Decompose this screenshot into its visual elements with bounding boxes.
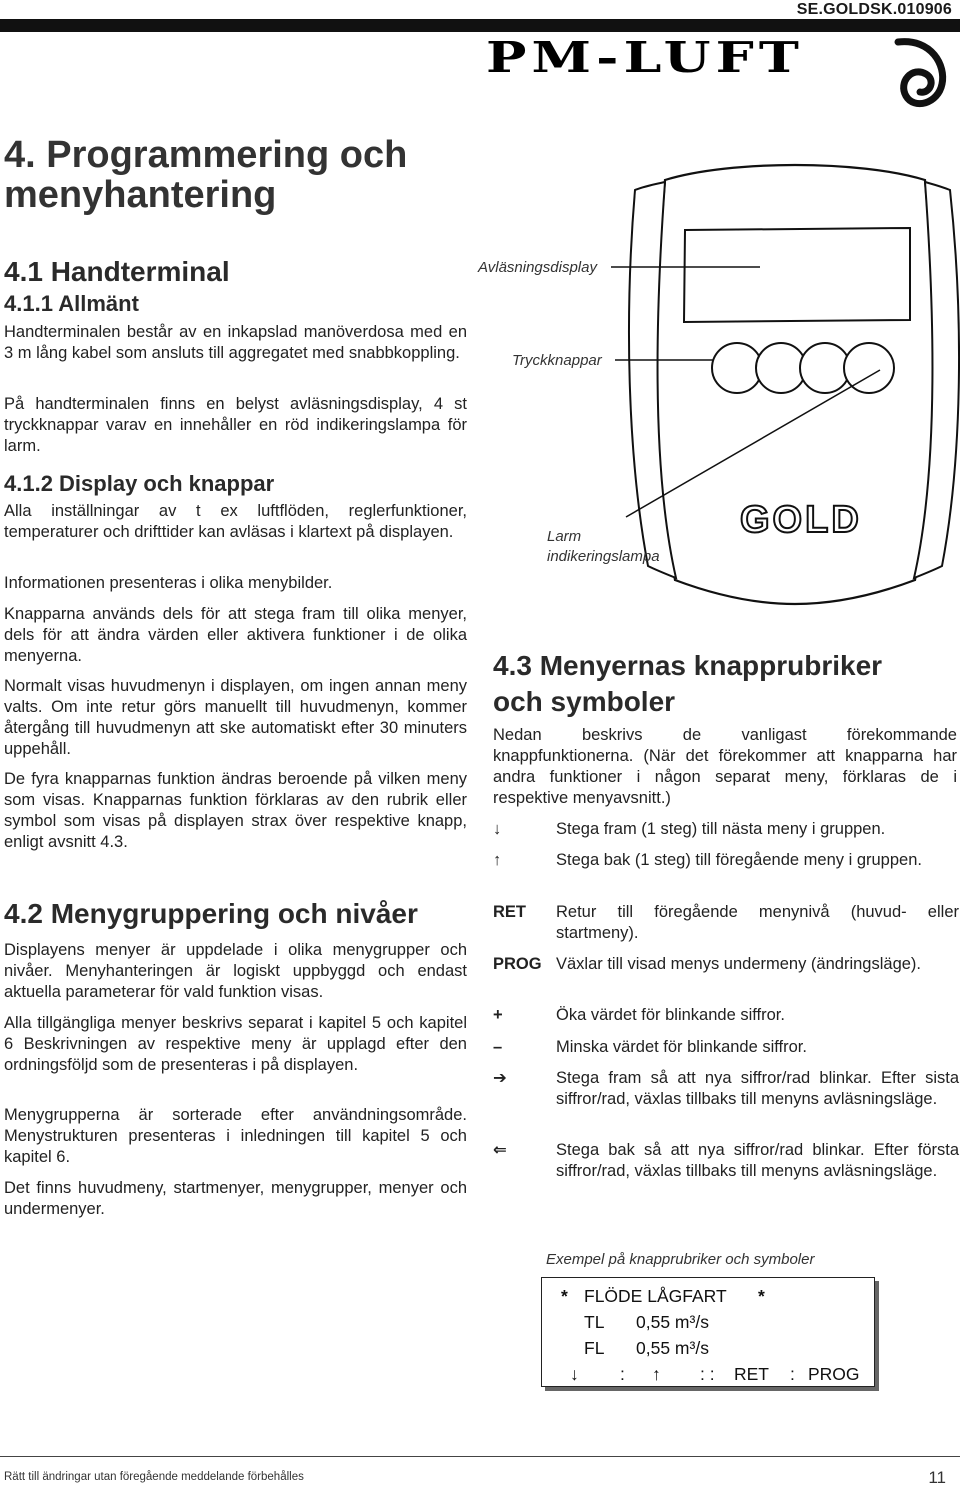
example-display-box bbox=[541, 1277, 875, 1387]
page-number: 11 bbox=[928, 1468, 946, 1487]
section-4-1-2-para5: De fyra knapparnas funktion ändras beroende på vilken meny som visas. Knapparnas funktion förklaras av den rubrik eller symbol som visas på displayen strax över respektive knapp, enligt avsnitt 4.3. bbox=[4, 770, 467, 851]
label-alarm bbox=[547, 527, 660, 567]
symbol-desc: Stega fram (1 steg) till nästa meny i gruppen. bbox=[556, 820, 886, 838]
footer-note: Rätt till ändringar utan föregående meddelande förbehålles bbox=[4, 1471, 304, 1483]
section-4-1-1-title: 4.1.1 Allmänt bbox=[4, 291, 139, 316]
symbol-ret: RET bbox=[493, 903, 526, 921]
terminal-button-2 bbox=[756, 343, 806, 393]
terminal-button-3 bbox=[800, 343, 850, 393]
symbol-desc: Retur till föregående menynivå (huvud- eller startmeny). bbox=[556, 903, 959, 942]
label-display: Avläsningsdisplay bbox=[478, 259, 597, 276]
minus-icon: – bbox=[493, 1038, 503, 1056]
symbol-prog: PROG bbox=[493, 955, 542, 973]
example-prog-label: PROG bbox=[808, 1364, 860, 1384]
symbol-desc: Stega fram så att nya siffror/rad blinkar. Efter sista siffror/rad, växlas tillbaks till menyns avläsningsläge. bbox=[556, 1069, 959, 1108]
symbol-desc: Växlar till visad menys undermeny (ändringsläge). bbox=[556, 955, 921, 973]
section-4-3-title-line2: och symboler bbox=[493, 686, 676, 717]
symbol-desc: Minska värdet för blinkande siffror. bbox=[556, 1038, 807, 1056]
example-up-arrow-icon: ↑ bbox=[652, 1364, 661, 1384]
example-separator: : bbox=[620, 1364, 625, 1384]
section-4-1-2-para3: Knapparna används dels för att stega fram till olika menyer, dels för att ändra värden eller aktivera funktioner i de olika menyerna. bbox=[4, 605, 467, 665]
terminal-button-4-alarm bbox=[844, 343, 894, 393]
example-fl-value: 0,55 m³/s bbox=[636, 1338, 709, 1358]
example-down-arrow-icon: ↓ bbox=[570, 1364, 579, 1384]
section-4-1-2-para4: Normalt visas huvudmenyn i displayen, om ingen annan meny valts. Om inte retur görs manuellt till huvudmenyn, kommer återgång till huvudmenyn att ske automatiskt efter 30 minuters uppehåll. bbox=[4, 677, 467, 758]
section-4-3-title bbox=[493, 648, 882, 720]
document-code: SE.GOLDSK.010906 bbox=[796, 1, 952, 18]
section-4-2-title: 4.2 Menygruppering och nivåer bbox=[4, 898, 418, 929]
hand-terminal-figure bbox=[470, 160, 960, 620]
example-star-right: * bbox=[758, 1286, 765, 1306]
chapter-title-line2: menyhantering bbox=[4, 174, 277, 216]
example-separator: : : bbox=[700, 1364, 715, 1384]
example-caption: Exempel på knapprubriker och symboler bbox=[546, 1251, 815, 1268]
section-4-3-title-line1: 4.3 Menyernas knapprubriker bbox=[493, 650, 883, 681]
plus-icon: + bbox=[493, 1006, 503, 1024]
chapter-title-line1: 4. Programmering och bbox=[4, 134, 408, 176]
label-buttons: Tryckknappar bbox=[512, 352, 602, 369]
terminal-brand-text: GOLD bbox=[740, 499, 862, 541]
section-4-1-2-para2: Informationen presenteras i olika menybilder. bbox=[4, 574, 333, 592]
section-4-2-para3: Menygrupperna är sorterade efter användningsområde. Menystrukturen presenteras i inledningen till kapitel 5 och kapitel 6. bbox=[4, 1106, 467, 1166]
example-menu-title: FLÖDE LÅGFART bbox=[584, 1286, 727, 1306]
symbol-desc: Stega bak så att nya siffror/rad blinkar. Efter första siffror/rad, växlas tillbaks till menyns avläsningsläge. bbox=[556, 1141, 959, 1180]
section-4-1-2-para1: Alla inställningar av t ex luftflöden, reglerfunktioner, temperaturer och drifttider kan avläsas i klartext på displayen. bbox=[4, 502, 467, 541]
example-star-left: * bbox=[561, 1286, 568, 1306]
example-tl-value: 0,55 m³/s bbox=[636, 1312, 709, 1332]
up-arrow-icon: ↑ bbox=[493, 851, 502, 869]
left-arrow-icon: ⇐ bbox=[493, 1141, 507, 1159]
terminal-button-1 bbox=[712, 343, 762, 393]
brand-logo: PM-LUFT bbox=[486, 33, 805, 82]
example-fl-label: FL bbox=[584, 1338, 605, 1358]
section-4-1-1-para2: På handterminalen finns en belyst avläsningsdisplay, 4 st tryckknappar varav en innehåller en röd indikeringslampa för larm. bbox=[4, 395, 467, 455]
label-alarm-line2: indikeringslampa bbox=[547, 548, 660, 565]
section-4-1-2-title: 4.1.2 Display och knappar bbox=[4, 471, 275, 496]
example-separator: : bbox=[790, 1364, 795, 1384]
header-bar bbox=[0, 19, 960, 32]
label-alarm-line1: Larm bbox=[547, 528, 582, 545]
spiral-logo-icon bbox=[892, 36, 948, 116]
symbol-desc: Öka värdet för blinkande siffror. bbox=[556, 1006, 785, 1024]
down-arrow-icon: ↓ bbox=[493, 820, 502, 838]
example-ret-label: RET bbox=[734, 1364, 769, 1384]
symbol-desc: Stega bak (1 steg) till föregående meny i gruppen. bbox=[556, 851, 922, 869]
terminal-display-screen bbox=[684, 228, 910, 322]
section-4-2-para2: Alla tillgängliga menyer beskrivs separat i kapitel 5 och kapitel 6 Beskrivningen av respektive meny är upplagd efter den ordningsföljd som de presenteras i på displayen. bbox=[4, 1014, 467, 1074]
section-4-2-para4: Det finns huvudmeny, startmenyer, menygrupper, menyer och undermenyer. bbox=[4, 1179, 467, 1218]
footer-divider bbox=[0, 1456, 960, 1457]
section-4-2-para1: Displayens menyer är uppdelade i olika menygrupper och nivåer. Menyhanteringen är logiskt uppbyggd och endast aktuella parameterar för vald funktion visas. bbox=[4, 941, 467, 1001]
right-arrow-icon: ➔ bbox=[493, 1069, 507, 1087]
section-4-1-1-para1: Handterminalen består av en inkapslad manöverdosa med en 3 m lång kabel som ansluts till aggregatet med snabbkoppling. bbox=[4, 323, 467, 362]
chapter-title bbox=[4, 135, 407, 215]
section-4-1-title: 4.1 Handterminal bbox=[4, 256, 230, 287]
section-4-3-intro: Nedan beskrivs de vanligast förekommande knappfunktionerna. (När det förekommer att knapparna har andra funktioner i någon separat meny, förklaras de i respektive menyavsnitt.) bbox=[493, 726, 957, 807]
example-tl-label: TL bbox=[584, 1312, 605, 1332]
